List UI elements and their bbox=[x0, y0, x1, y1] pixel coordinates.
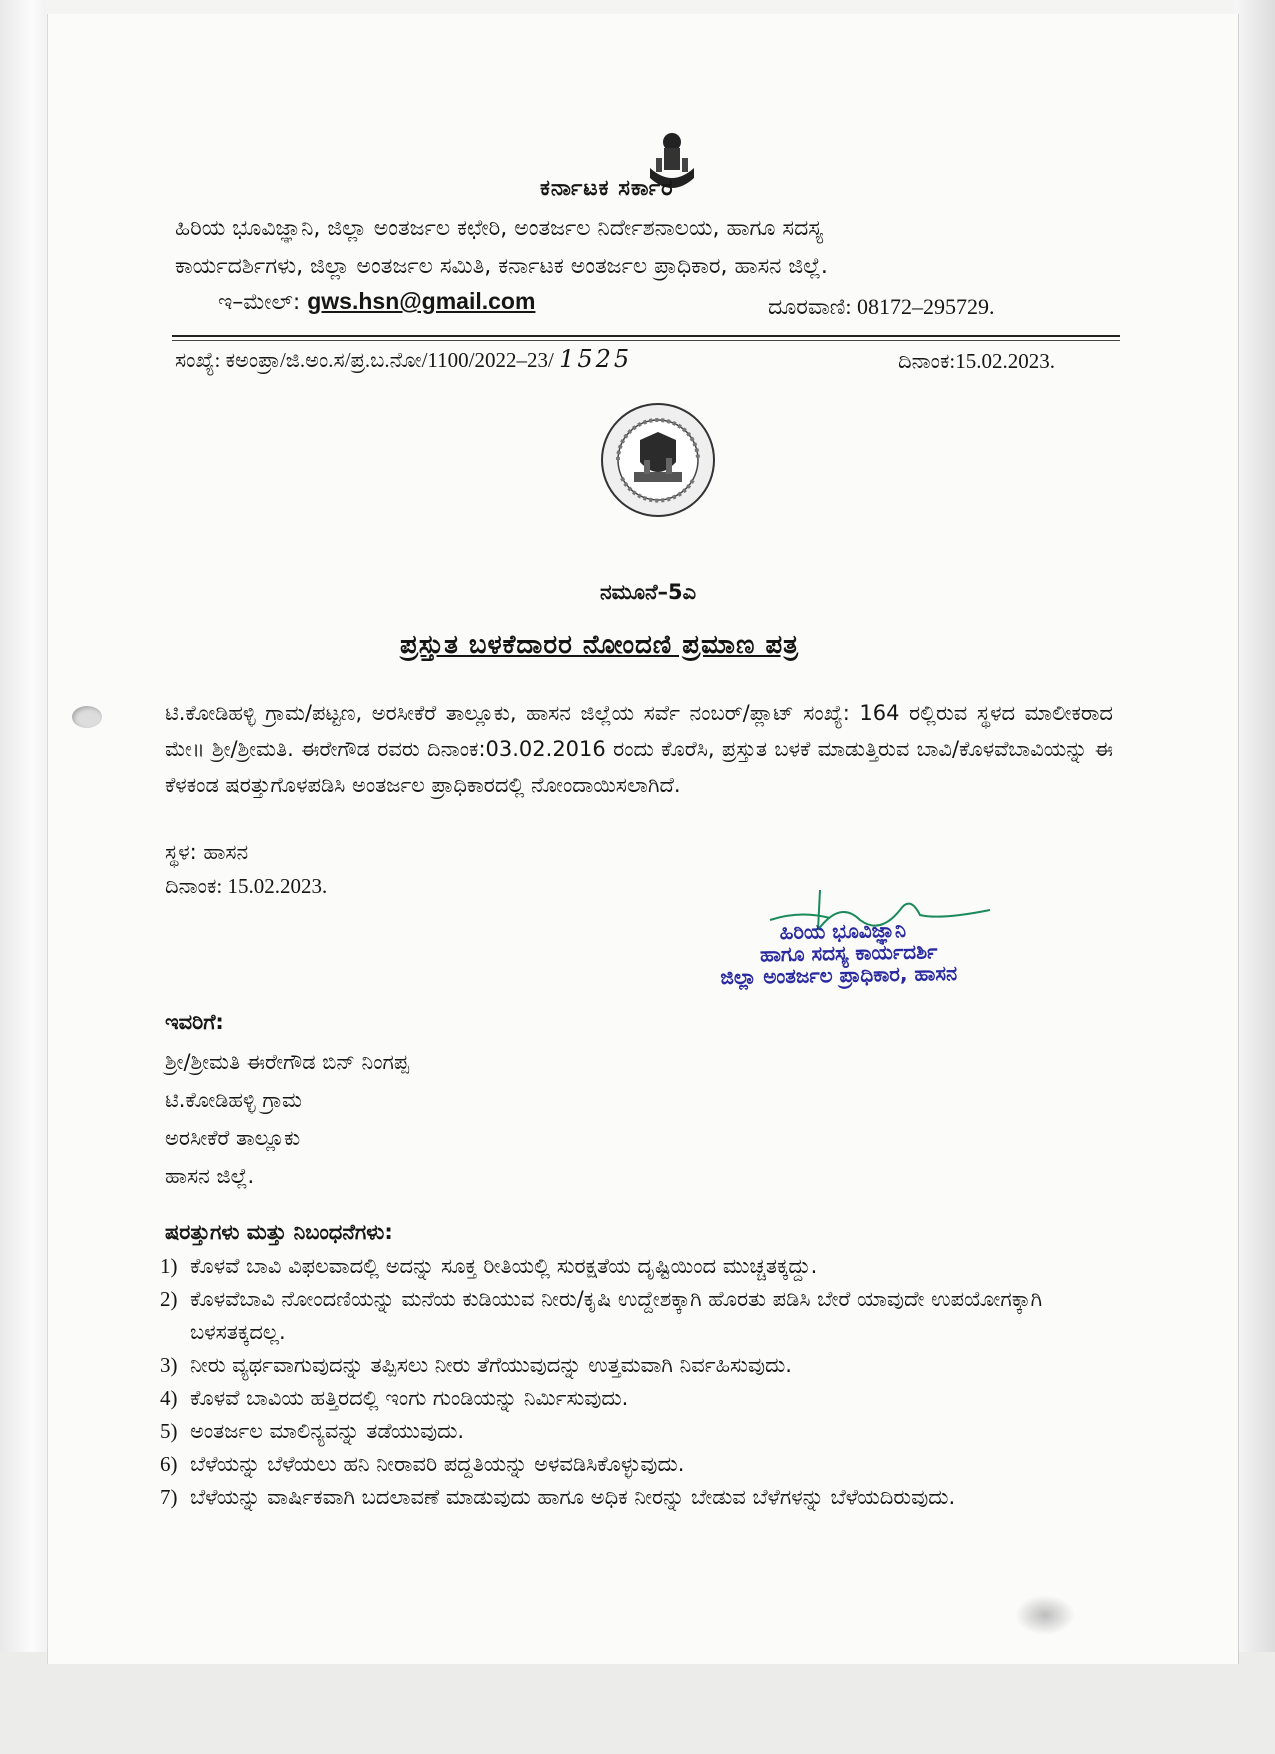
form-number: ನಮೂನೆ–5ಎ bbox=[600, 580, 697, 604]
term-number: 7) bbox=[160, 1485, 178, 1509]
recipient-district: ಹಾಸನ ಜಿಲ್ಲೆ. bbox=[165, 1164, 255, 1188]
header-divider bbox=[172, 335, 1120, 337]
term-number: 5) bbox=[160, 1419, 178, 1443]
signatory-stamp bbox=[719, 918, 957, 988]
term-text: ನೀರು ವ್ಯರ್ಥವಾಗುವುದನ್ನು ತಪ್ಪಿಸಲು ನೀರು ತೆಗೆಯುವುದನ್ನು ಉತ್ತಮವಾಗಿ ನಿರ್ವಹಿಸುವುದು. bbox=[190, 1353, 792, 1377]
list-item bbox=[160, 1283, 1140, 1349]
list-item bbox=[160, 1382, 1140, 1415]
email-row bbox=[218, 288, 535, 315]
recipient-taluk: ಅರಸೀಕೆರೆ ತಾಲ್ಲೂಕು bbox=[165, 1126, 301, 1150]
scan-edge bbox=[0, 0, 46, 1754]
list-item bbox=[160, 1415, 1140, 1448]
recipient-name: ಶ್ರೀ/ಶ್ರೀಮತಿ ಈರೇಗೌಡ ಬಿನ್ ನಿಂಗಪ್ಪ bbox=[165, 1050, 409, 1074]
phone-row bbox=[768, 294, 994, 320]
handwritten-reference: 1525 bbox=[559, 345, 633, 373]
stamp-line-1: ಹಿರಿಯ ಭೂವಿಜ್ಞಾನಿ bbox=[779, 917, 907, 945]
phone-number: 08172–295729. bbox=[856, 294, 995, 319]
header-divider bbox=[172, 340, 1120, 341]
list-item bbox=[160, 1349, 1140, 1382]
term-number: 6) bbox=[160, 1452, 178, 1476]
reference-number bbox=[175, 345, 632, 373]
recipient-label: ಇವರಿಗೆ: bbox=[165, 1010, 224, 1034]
list-item bbox=[160, 1448, 1140, 1481]
certificate-title: ಪ್ರಸ್ತುತ ಬಳಕೆದಾರರ ನೋಂದಣಿ ಪ್ರಮಾಣ ಪತ್ರ bbox=[400, 630, 800, 660]
scan-edge bbox=[1235, 0, 1275, 1754]
list-item bbox=[160, 1250, 1140, 1283]
phone-label: ದೂರವಾಣಿ: bbox=[768, 294, 852, 319]
email-link[interactable]: gws.hsn@gmail.com bbox=[307, 288, 536, 314]
recipient-village: ಟಿ.ಕೋಡಿಹಳ್ಳಿ ಗ್ರಾಮ bbox=[165, 1088, 303, 1112]
punch-hole bbox=[72, 706, 102, 728]
reference-number-text: ಸಂಖ್ಯೆ: ಕಅಂಪ್ರಾ/ಜಿ.ಅಂ.ಸ/ಪ್ರ.ಬ.ನೋ/1100/2022–23/ bbox=[175, 348, 554, 372]
stamp-line-3: ಜಿಲ್ಲಾ ಅಂತರ್ಜಲ ಪ್ರಾಧಿಕಾರ, ಹಾಸನ bbox=[720, 960, 958, 990]
term-number: 2) bbox=[160, 1287, 178, 1311]
term-text: ಬೆಳೆಯನ್ನು ಬೆಳೆಯಲು ಹನಿ ನೀರಾವರಿ ಪದ್ದತಿಯನ್ನು ಅಳವಡಿಸಿಕೊಳ್ಳುವುದು. bbox=[190, 1452, 685, 1476]
term-number: 3) bbox=[160, 1353, 178, 1377]
email-label: ಇ–ಮೇಲ್: bbox=[218, 290, 301, 315]
certificate-body: ಟಿ.ಕೋಡಿಹಳ್ಳಿ ಗ್ರಾಮ/ಪಟ್ಟಣ, ಅರಸೀಕೆರೆ ತಾಲ್ಲೂಕು, ಹಾಸನ ಜಿಲ್ಲೆಯ ಸರ್ವೆ ನಂಬರ್/ಪ್ಲಾಟ್ ಸಂಖ್ಯೆ: 164 ರಲ್ಲಿರುವ ಸ್ಥಳದ ಮಾಲೀಕರಾದ ಮೇ॥ ಶ್ರೀ/ಶ್ರೀಮತಿ. ಈರೇಗೌಡ ರವರು ದಿನಾಂಕ:03.02.2016 ರಂದು ಕೊರೆಸಿ, ಪ್ರಸ್ತುತ ಬಳಕೆ ಮಾಡುತ್ತಿರುವ ಬಾವಿ/ಕೊಳವೆಬಾವಿಯನ್ನು ಈ ಕೆಳಕಂಡ ಷರತ್ತುಗೊಳಪಡಿಸಿ ಅಂತರ್ಜಲ ಪ್ರಾಧಿಕಾರದಲ್ಲಿ ನೋಂದಾಯಿಸಲಾಗಿದೆ. bbox=[165, 701, 1113, 797]
scan-smudge bbox=[1015, 1595, 1075, 1635]
term-text: ಕೊಳವೆ ಬಾವಿ ವಿಫಲವಾದಲ್ಲಿ ಅದನ್ನು ಸೂಕ್ತ ರೀತಿಯಲ್ಲಿ ಸುರಕ್ಷತೆಯ ದೃಷ್ಟಿಯಿಂದ ಮುಚ್ಚತಕ್ಕದ್ದು. bbox=[190, 1254, 818, 1278]
office-line-1: ಹಿರಿಯ ಭೂವಿಜ್ಞಾನಿ, ಜಿಲ್ಲಾ ಅಂತರ್ಜಲ ಕಛೇರಿ, ಅಂತರ್ಜಲ ನಿರ್ದೇಶನಾಲಯ, ಹಾಗೂ ಸದಸ್ಯ bbox=[175, 216, 824, 241]
term-number: 4) bbox=[160, 1386, 178, 1410]
groundwater-authority-seal-icon bbox=[598, 400, 718, 524]
scan-bottom-strip bbox=[0, 1652, 1275, 1754]
term-text: ಬೆಳೆಯನ್ನು ವಾರ್ಷಿಕವಾಗಿ ಬದಲಾವಣೆ ಮಾಡುವುದು ಹಾಗೂ ಅಧಿಕ ನೀರನ್ನು ಬೇಡುವ ಬೆಳೆಗಳನ್ನು ಬೆಳೆಯದಿರುವುದು. bbox=[190, 1485, 956, 1509]
term-text: ಕೊಳವೆಬಾವಿ ನೋಂದಣಿಯನ್ನು ಮನೆಯ ಕುಡಿಯುವ ನೀರು/ಕೃಷಿ ಉದ್ದೇಶಕ್ಕಾಗಿ ಹೊರತು ಪಡಿಸಿ ಬೇರೆ ಯಾವುದೇ ಉಪಯೋಗಕ್ಕಾಗಿ ಬಳಸತಕ್ಕದಲ್ಲ. bbox=[190, 1287, 1043, 1344]
term-text: ಕೊಳವೆ ಬಾವಿಯ ಹತ್ತಿರದಲ್ಲಿ ಇಂಗು ಗುಂಡಿಯನ್ನು ನಿರ್ಮಿಸುವುದು. bbox=[190, 1386, 629, 1410]
stamp-line-2: ಹಾಗೂ ಸದಸ್ಯ ಕಾರ್ಯದರ್ಶಿ bbox=[759, 939, 938, 967]
term-text: ಅಂತರ್ಜಲ ಮಾಲಿನ್ಯವನ್ನು ತಡೆಯುವುದು. bbox=[190, 1419, 465, 1443]
government-title: ಕರ್ನಾಟಕ ಸರ್ಕಾರ bbox=[540, 176, 674, 201]
terms-list bbox=[160, 1250, 1140, 1514]
list-item bbox=[160, 1481, 1140, 1514]
place: ಸ್ಥಳ: ಹಾಸನ bbox=[165, 840, 249, 864]
office-line-2: ಕಾರ್ಯದರ್ಶಿಗಳು, ಜಿಲ್ಲಾ ಅಂತರ್ಜಲ ಸಮಿತಿ, ಕರ್ನಾಟಕ ಅಂತರ್ಜಲ ಪ್ರಾಧಿಕಾರ, ಹಾಸನ ಜಿಲ್ಲೆ. bbox=[175, 254, 828, 279]
letter-date: ದಿನಾಂಕ:15.02.2023. bbox=[898, 349, 1055, 373]
terms-title: ಷರತ್ತುಗಳು ಮತ್ತು ನಿಬಂಧನೆಗಳು: bbox=[165, 1220, 393, 1244]
issue-date: ದಿನಾಂಕ: 15.02.2023. bbox=[165, 874, 328, 898]
term-number: 1) bbox=[160, 1254, 178, 1278]
